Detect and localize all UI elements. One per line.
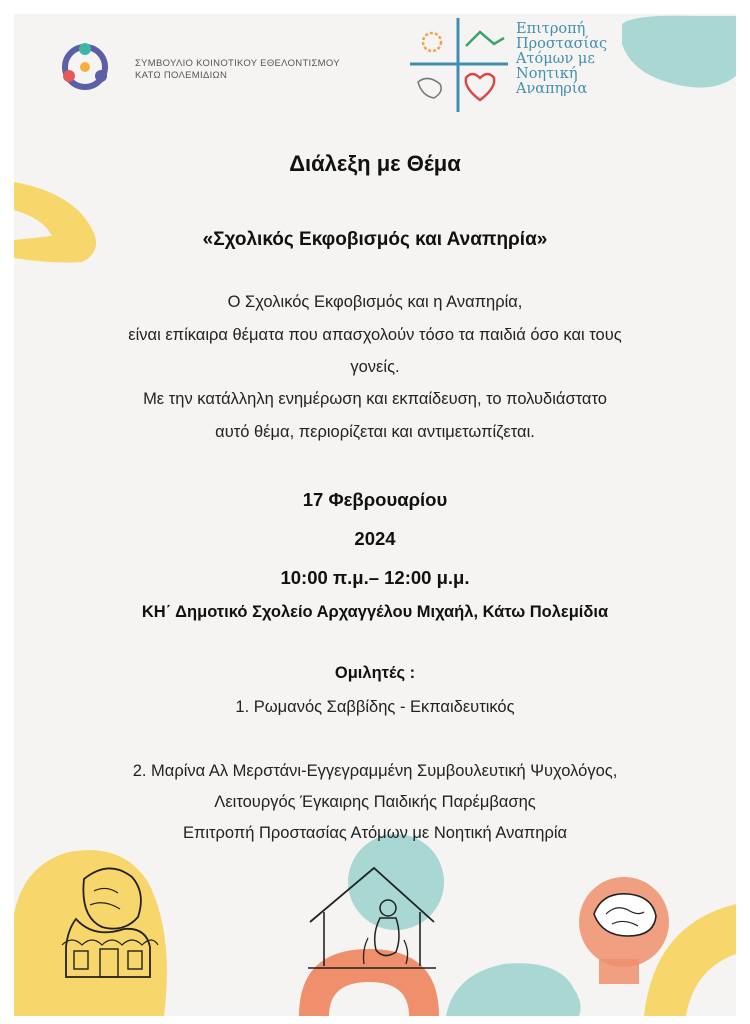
speaker-line: Λειτουργός Έγκαιρης Παιδικής Παρέμβασης xyxy=(214,793,536,811)
committee-line: Αναπηρία xyxy=(516,81,588,97)
description-line: Ο Σχολικός Εκφοβισμός και η Αναπηρία, xyxy=(227,293,523,311)
top-right-teal-blob xyxy=(622,16,736,88)
committee-line: Προστασίας xyxy=(516,36,608,52)
speaker-line: 2. Μαρίνα Αλ Μερστάνι-Εγγεγραμμένη Συμβουλευτική Ψυχολόγος, xyxy=(132,762,618,780)
sad-child-illustration xyxy=(54,859,169,989)
lecture-topic: «Σχολικός Εκφοβισμός και Αναπηρία» xyxy=(202,229,548,250)
description-line: αυτό θέμα, περιορίζεται και αντιμετωπίζεται. xyxy=(215,423,535,441)
event-date: 17 Φεβρουαρίου xyxy=(302,489,448,510)
bottom-teal-blob xyxy=(446,963,581,1016)
event-year: 2024 xyxy=(354,528,396,549)
speakers-heading: Ομιλητές : xyxy=(334,664,416,682)
lecture-title: Διάλεξη με Θέμα xyxy=(289,151,461,176)
head-figure-illustration xyxy=(582,884,672,944)
speaker-line: Επιτροπή Προστασίας Ατόμων με Νοητική Αναπηρία xyxy=(182,824,568,842)
council-logo xyxy=(56,38,114,96)
description-line: είναι επίκαιρα θέματα που απασχολούν τόσο τα παιδιά όσο και τους xyxy=(128,326,622,344)
committee-name xyxy=(516,22,636,97)
event-location: ΚΗ΄ Δημοτικό Σχολείο Αρχαγγέλου Μιχαήλ, Κάτω Πολεμίδια xyxy=(141,603,609,621)
committee-line: Επιτροπή xyxy=(516,21,586,37)
committee-line: Ατόμων με xyxy=(516,51,595,67)
committee-line: Νοητική xyxy=(516,66,578,82)
description-line: γονείς. xyxy=(350,358,400,376)
council-line-1: ΣΥΜΒΟΥΛΙΟ ΚΟΙΝΟΤΙΚΟΥ ΕΘΕΛΟΝΤΙΣΜΟΥ xyxy=(135,58,340,69)
council-line-2: ΚΑΤΩ ΠΟΛΕΜΙΔΙΩΝ xyxy=(135,70,228,81)
event-time: 10:00 π.μ.– 12:00 μ.μ. xyxy=(280,567,470,588)
committee-logo xyxy=(404,16,512,116)
speaker-line: 1. Ρωμανός Σαββίδης - Εκπαιδευτικός xyxy=(235,698,515,716)
poster xyxy=(14,14,736,1016)
description-line: Με την κατάλληλη ενημέρωση και εκπαίδευση, το πολυδιάστατο xyxy=(143,390,607,408)
bottom-right-orange-neck xyxy=(599,959,639,984)
house-child-illustration xyxy=(304,864,439,979)
council-name xyxy=(135,58,340,82)
